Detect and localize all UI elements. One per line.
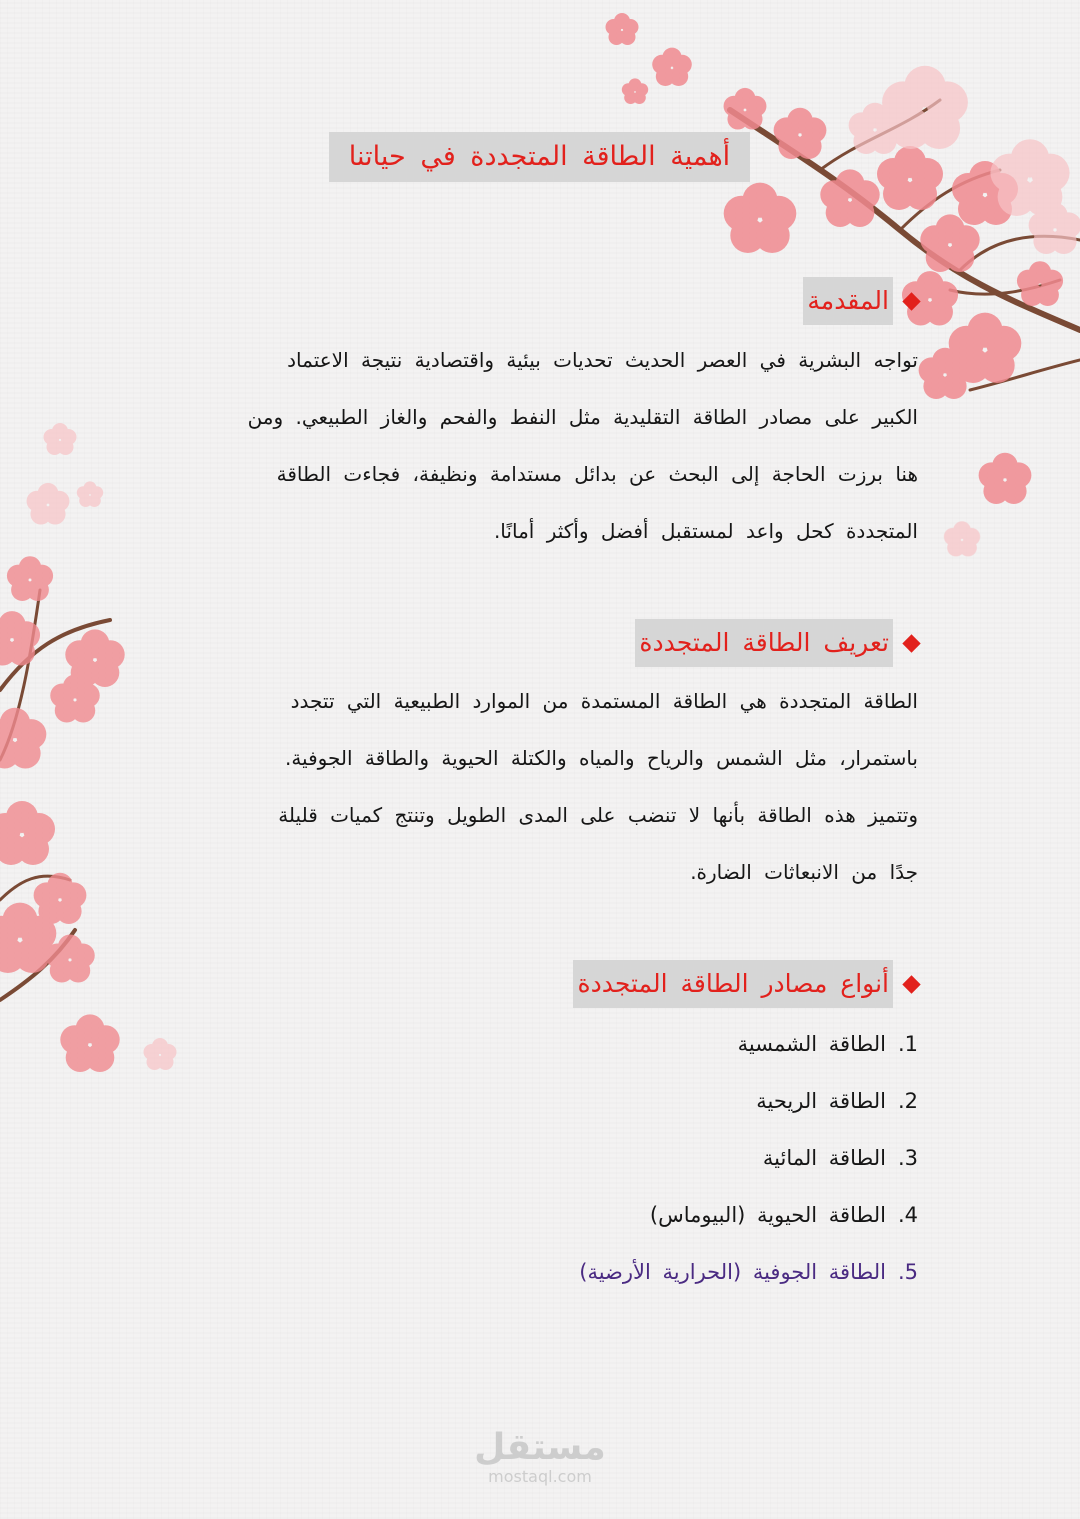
definition-paragraph: [178, 673, 918, 901]
definition-line: وتتميز هذه الطاقة بأنها لا تنضب على المدى الطويل وتنتج كميات قليلة: [278, 803, 918, 827]
list-item-highlighted: [579, 1244, 918, 1301]
list-item-number: 3.: [897, 1146, 918, 1170]
intro-line: الكبير على مصادر الطاقة التقليدية مثل النفط والفحم والغاز الطبيعي. ومن: [247, 405, 918, 429]
list-item: [579, 1073, 918, 1130]
list-item-label: الطاقة الحيوية (البيوماس): [649, 1203, 886, 1227]
energy-types-list: [579, 1016, 918, 1301]
list-item: [579, 1016, 918, 1073]
list-item-label: الطاقة الريحية: [756, 1089, 886, 1113]
definition-line: باستمرار، مثل الشمس والرياح والمياه والكتلة الحيوية والطاقة الجوفية.: [284, 746, 918, 770]
watermark-logo: [470, 1428, 610, 1486]
list-item-label: الطاقة الشمسية: [737, 1032, 886, 1056]
list-item-number: 4.: [897, 1203, 918, 1227]
watermark-url: mostaql.com: [488, 1467, 592, 1486]
list-item: [579, 1187, 918, 1244]
types-heading-text: أنواع مصادر الطاقة المتجددة: [573, 960, 893, 1008]
diamond-bullet-icon: [902, 292, 920, 310]
list-item-label: الطاقة الجوفية (الحرارية الأرضية): [579, 1260, 886, 1284]
intro-line: المتجددة كحل واعد لمستقبل أفضل وأكثر أمانًا.: [493, 519, 918, 543]
list-item-number: 2.: [897, 1089, 918, 1113]
diamond-bullet-icon: [902, 975, 920, 993]
list-item-label: الطاقة المائية: [762, 1146, 886, 1170]
definition-line: جدًا من الانبعاثات الضارة.: [690, 860, 918, 884]
page-title: أهمية الطاقة المتجددة في حياتنا: [329, 132, 750, 182]
watermark-arabic: مستقل: [474, 1427, 606, 1468]
intro-heading: [803, 277, 918, 325]
intro-line: تواجه البشرية في العصر الحديث تحديات بيئية واقتصادية نتيجة الاعتماد: [287, 348, 918, 372]
intro-line: هنا برزت الحاجة إلى البحث عن بدائل مستدامة ونظيفة، فجاءت الطاقة: [276, 462, 918, 486]
diamond-bullet-icon: [902, 634, 920, 652]
list-item-number: 1.: [897, 1032, 918, 1056]
definition-heading: [635, 619, 918, 667]
intro-heading-text: المقدمة: [803, 277, 893, 325]
definition-line: الطاقة المتجددة هي الطاقة المستمدة من الموارد الطبيعية التي تتجدد: [290, 689, 918, 713]
list-item: [579, 1130, 918, 1187]
definition-heading-text: تعريف الطاقة المتجددة: [635, 619, 893, 667]
intro-paragraph: [178, 332, 918, 560]
list-item-number: 5.: [897, 1260, 918, 1284]
types-heading: [573, 960, 918, 1008]
